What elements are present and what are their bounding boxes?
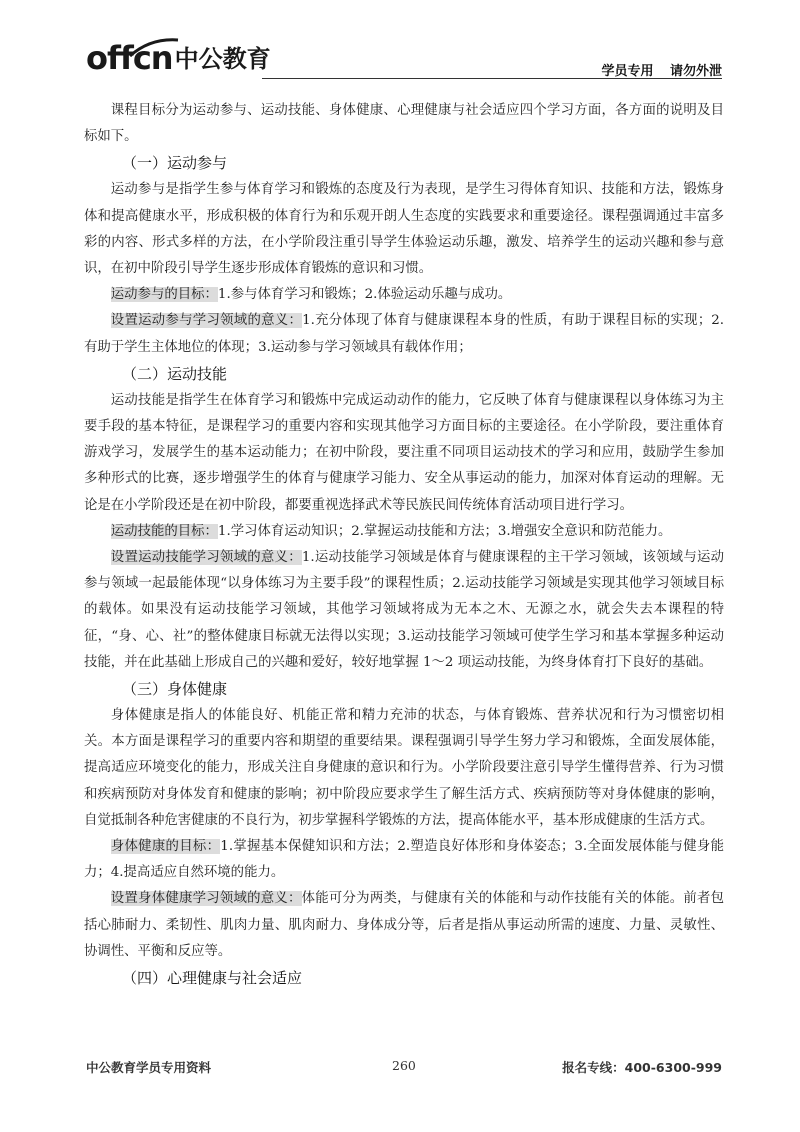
offcn-logo [86,40,271,76]
meaning-text: 体能可分为两类，与健康有关的体能和与动作技能有关的体能。前者包括心肺耐力、柔韧性、肌肉力量、肌肉耐力、身体成分等，后者是指从事运动所需的速度、力量、灵敏性、协调性、平衡和反应等。 [84,891,725,959]
header-tags [589,60,722,79]
intro-paragraph: 课程目标分为运动参与、运动技能、身体健康、心理健康与社会适应四个学习方面，各方面的说明及目标如下。 [84,103,724,145]
skills-meaning [84,545,724,676]
goal-label: 身体健康的目标： [110,839,221,855]
goal-text: 1.学习体育运动知识；2.掌握运动技能和方法；3.增强安全意识和防范能力。 [217,523,672,539]
meaning-text: 1.运动技能学习领域是体育与健康课程的主干学习领域，该领域与运动参与领域一起最能体现“以身体练习为主要手段”的课程性质；2.运动技能学习领域是实现其他学习领域目标的载体。如果没有运动技能学习领域，其他学习领域将成为无本之木、无源之水，就会失去本课程的特征，“身、心、社”的整体健康目标就无法得以实现；3.运动技能学习领域可使学生学习和基本掌握多种运动技能，并在此基础上形成自己的兴趣和爱好，较好地掌握 1～2 项运动技能，为终身体育打下良好的基础。 [84,550,724,670]
page-header [86,40,722,80]
goal-label: 运动技能的目标： [110,523,218,539]
meaning-label: 设置运动参与学习领域的意义： [110,313,303,329]
logo-chinese-text: 中公教育 [174,45,271,73]
goal-text: 1.参与体育学习和锻炼；2.体验运动乐趣与成功。 [217,287,512,303]
footer-hotline: 报名专线：400-6300-999 [562,1060,722,1075]
participation-meaning [84,308,724,360]
logo-latin-text: offcn [86,39,173,77]
footer-source: 中公教育学员专用资料 [86,1060,212,1075]
page-number: 260 [392,1058,416,1073]
logo-arc-icon [90,36,182,58]
section-heading-mental-health: （四）心理健康与社会适应 [122,969,303,988]
participation-body: 运动参与是指学生参与体育学习和锻炼的态度及行为表现，是学生习得体育知识、技能和方法，锻炼身体和提高健康水平，形成积极的体育行为和乐观开朗人生态度的实践要求和重要途径。课程强调通过丰富多彩的内容、形式多样的方法，在小学阶段注重引导学生体验运动乐趣，激发、培养学生的运动兴趣和参与意识，在初中阶段引导学生逐步形成体育锻炼的意识和习惯。 [84,182,724,277]
physical-health-goal [84,834,724,886]
section-heading-physical-health: （三）身体健康 [122,680,228,699]
header-tag-students-only: 学员专用 [601,64,654,79]
physical-health-body: 身体健康是指人的体能良好、机能正常和精力充沛的状态，与体育锻炼、营养状况和行为习惯密切相关。本方面是课程学习的重要内容和期望的重要结果。课程强调引导学生努力学习和锻炼，全面发展体能，提高适应环境变化的能力，形成关注自身健康的意识和行为。小学阶段要注意引导学生懂得营养、行为习惯和疾病预防对身体发育和健康的影响；初中阶段应要求学生了解生活方式、疾病预防等对身体健康的影响，自觉抵制各种危害健康的不良行为，初步掌握科学锻炼的方法，提高体能水平，基本形成健康的生活方式。 [84,708,724,828]
section-heading-participation: （一）运动参与 [122,154,228,173]
physical-health-meaning [84,886,724,965]
section-heading-skills: （二）运动技能 [122,364,228,383]
header-rule [262,78,722,79]
header-tag-do-not-share: 请勿外泄 [669,64,722,79]
goal-text: 1.掌握基本保健知识和方法；2.塑造良好体形和身体姿态；3.全面发展体能与健身能力；4.提高适应自然环境的能力。 [84,839,724,881]
page-footer [86,1058,722,1078]
skills-goal [84,519,724,545]
skills-body: 运动技能是指学生在体育学习和锻炼中完成运动动作的能力，它反映了体育与健康课程以身体练习为主要手段的基本特征，是课程学习的重要内容和实现其他学习方面目标的主要途径。在小学阶段，要注重体育游戏学习，发展学生的基本运动能力；在初中阶段，要注重不同项目运动技术的学习和应用，鼓励学生参加多种形式的比赛，逐步增强学生的体育与健康学习能力、安全从事运动的能力，加深对体育运动的理解。无论是在小学阶段还是在初中阶段，都要重视选择武术等民族民间传统体育活动项目进行学习。 [84,392,724,513]
meaning-label: 设置身体健康学习领域的意义： [110,891,302,907]
meaning-label: 设置运动技能学习领域的意义： [110,550,302,566]
goal-label: 运动参与的目标： [110,287,218,303]
document-body [84,98,724,992]
meaning-text: 1.充分体现了体育与健康课程本身的性质，有助于课程目标的实现；2.有助于学生主体地位的体现；3.运动参与学习领域具有载体作用； [84,313,724,355]
participation-goal [84,282,724,308]
